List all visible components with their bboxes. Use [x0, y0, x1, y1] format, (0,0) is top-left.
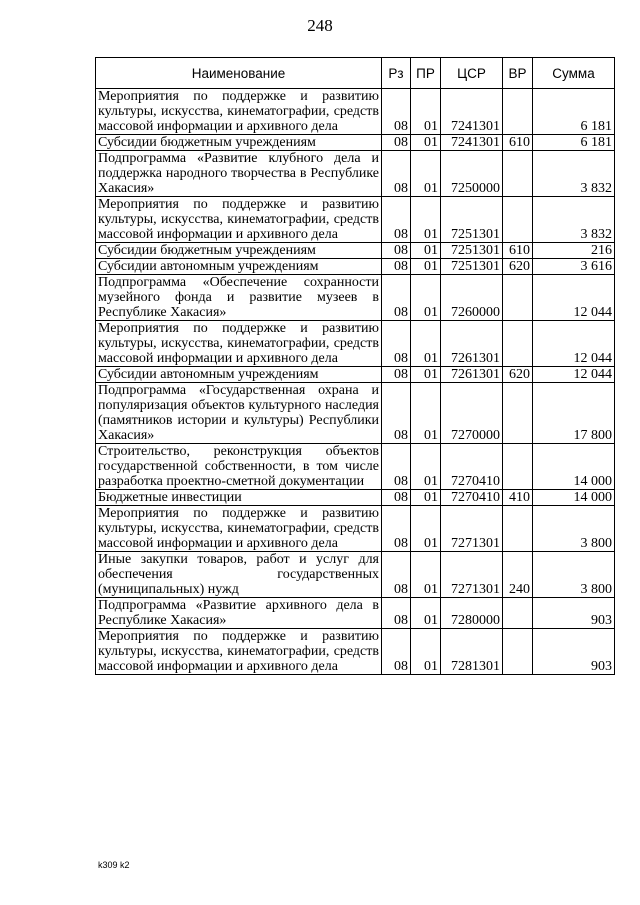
cell-vr	[503, 444, 533, 490]
cell-name: Мероприятия по поддержке и развитию культуры, искусства, кинематографии, средств массовой информации и архивного дела	[96, 506, 382, 552]
header-csr: ЦСР	[441, 58, 503, 89]
cell-csr: 7271301	[441, 506, 503, 552]
cell-csr: 7241301	[441, 89, 503, 135]
cell-name: Субсидии бюджетным учреждениям	[96, 243, 382, 259]
table-body	[96, 89, 615, 675]
cell-vr	[503, 506, 533, 552]
cell-sum: 216	[533, 243, 615, 259]
cell-rz: 08	[382, 151, 411, 197]
header-vr: ВР	[503, 58, 533, 89]
cell-sum: 3 832	[533, 197, 615, 243]
cell-name: Подпрограмма «Государственная охрана и популяризация объектов культурного наследия (памятников истории и культуры) Республики Хакасия»	[96, 383, 382, 444]
table-row	[96, 135, 615, 151]
cell-pr: 01	[411, 444, 441, 490]
cell-csr: 7261301	[441, 321, 503, 367]
cell-csr: 7270410	[441, 490, 503, 506]
cell-name: Субсидии автономным учреждениям	[96, 367, 382, 383]
cell-vr: 620	[503, 367, 533, 383]
cell-sum: 12 044	[533, 321, 615, 367]
cell-sum: 14 000	[533, 490, 615, 506]
cell-sum: 17 800	[533, 383, 615, 444]
cell-name: Подпрограмма «Развитие клубного дела и поддержка народного творчества в Республике Хакасия»	[96, 151, 382, 197]
cell-csr: 7270000	[441, 383, 503, 444]
cell-csr: 7260000	[441, 275, 503, 321]
cell-pr: 01	[411, 367, 441, 383]
cell-sum: 12 044	[533, 367, 615, 383]
cell-rz: 08	[382, 259, 411, 275]
cell-vr: 240	[503, 552, 533, 598]
cell-vr: 610	[503, 135, 533, 151]
cell-rz: 08	[382, 598, 411, 629]
cell-sum: 6 181	[533, 135, 615, 151]
table-row	[96, 383, 615, 444]
cell-name: Бюджетные инвестиции	[96, 490, 382, 506]
cell-pr: 01	[411, 321, 441, 367]
cell-sum: 903	[533, 598, 615, 629]
cell-name: Строительство, реконструкция объектов государственной собственности, в том числе разработка проектно-сметной документации	[96, 444, 382, 490]
cell-pr: 01	[411, 598, 441, 629]
table-row	[96, 506, 615, 552]
cell-rz: 08	[382, 383, 411, 444]
cell-pr: 01	[411, 259, 441, 275]
cell-rz: 08	[382, 197, 411, 243]
cell-csr: 7280000	[441, 598, 503, 629]
cell-vr: 410	[503, 490, 533, 506]
cell-vr	[503, 89, 533, 135]
table-row	[96, 321, 615, 367]
cell-pr: 01	[411, 197, 441, 243]
table-row	[96, 629, 615, 675]
cell-pr: 01	[411, 552, 441, 598]
cell-rz: 08	[382, 367, 411, 383]
cell-csr: 7251301	[441, 259, 503, 275]
table-row	[96, 552, 615, 598]
cell-csr: 7251301	[441, 197, 503, 243]
cell-name: Мероприятия по поддержке и развитию культуры, искусства, кинематографии, средств массовой информации и архивного дела	[96, 629, 382, 675]
cell-rz: 08	[382, 321, 411, 367]
cell-sum: 903	[533, 629, 615, 675]
cell-pr: 01	[411, 490, 441, 506]
cell-vr	[503, 383, 533, 444]
header-name: Наименование	[96, 58, 382, 89]
cell-rz: 08	[382, 490, 411, 506]
page-number: 248	[307, 16, 333, 35]
cell-sum: 12 044	[533, 275, 615, 321]
cell-vr: 610	[503, 243, 533, 259]
table-row	[96, 89, 615, 135]
cell-rz: 08	[382, 444, 411, 490]
cell-name: Подпрограмма «Обеспечение сохранности музейного фонда и развитие музеев в Республике Хакасия»	[96, 275, 382, 321]
cell-rz: 08	[382, 552, 411, 598]
table-row	[96, 243, 615, 259]
table-row	[96, 490, 615, 506]
cell-pr: 01	[411, 506, 441, 552]
cell-vr	[503, 321, 533, 367]
table-row	[96, 275, 615, 321]
cell-csr: 7251301	[441, 243, 503, 259]
table-row	[96, 151, 615, 197]
cell-pr: 01	[411, 629, 441, 675]
cell-rz: 08	[382, 506, 411, 552]
cell-name: Мероприятия по поддержке и развитию культуры, искусства, кинематографии, средств массовой информации и архивного дела	[96, 89, 382, 135]
cell-sum: 3 616	[533, 259, 615, 275]
cell-vr	[503, 629, 533, 675]
table-row	[96, 598, 615, 629]
cell-csr: 7281301	[441, 629, 503, 675]
cell-rz: 08	[382, 89, 411, 135]
cell-rz: 08	[382, 243, 411, 259]
cell-pr: 01	[411, 243, 441, 259]
cell-pr: 01	[411, 275, 441, 321]
cell-vr	[503, 151, 533, 197]
cell-csr: 7250000	[441, 151, 503, 197]
footer-code: k309 k2	[98, 860, 130, 870]
cell-name: Субсидии бюджетным учреждениям	[96, 135, 382, 151]
cell-name: Подпрограмма «Развитие архивного дела в Республике Хакасия»	[96, 598, 382, 629]
cell-sum: 3 800	[533, 552, 615, 598]
cell-sum: 3 800	[533, 506, 615, 552]
cell-csr: 7261301	[441, 367, 503, 383]
cell-rz: 08	[382, 275, 411, 321]
cell-rz: 08	[382, 629, 411, 675]
cell-name: Субсидии автономным учреждениям	[96, 259, 382, 275]
cell-name: Мероприятия по поддержке и развитию культуры, искусства, кинематографии, средств массовой информации и архивного дела	[96, 321, 382, 367]
cell-sum: 3 832	[533, 151, 615, 197]
cell-pr: 01	[411, 383, 441, 444]
table-row	[96, 197, 615, 243]
cell-rz: 08	[382, 135, 411, 151]
cell-pr: 01	[411, 89, 441, 135]
cell-vr	[503, 598, 533, 629]
table-row	[96, 259, 615, 275]
cell-csr: 7270410	[441, 444, 503, 490]
cell-pr: 01	[411, 135, 441, 151]
cell-csr: 7241301	[441, 135, 503, 151]
table-header-row	[96, 58, 615, 89]
header-sum: Сумма	[533, 58, 615, 89]
cell-csr: 7271301	[441, 552, 503, 598]
table-row	[96, 367, 615, 383]
cell-vr	[503, 275, 533, 321]
cell-name: Иные закупки товаров, работ и услуг для обеспечения государственных (муниципальных) нужд	[96, 552, 382, 598]
table-row	[96, 444, 615, 490]
budget-table	[95, 57, 615, 675]
cell-vr: 620	[503, 259, 533, 275]
cell-pr: 01	[411, 151, 441, 197]
cell-vr	[503, 197, 533, 243]
cell-sum: 6 181	[533, 89, 615, 135]
header-rz: Рз	[382, 58, 411, 89]
cell-sum: 14 000	[533, 444, 615, 490]
cell-name: Мероприятия по поддержке и развитию культуры, искусства, кинематографии, средств массовой информации и архивного дела	[96, 197, 382, 243]
header-pr: ПР	[411, 58, 441, 89]
